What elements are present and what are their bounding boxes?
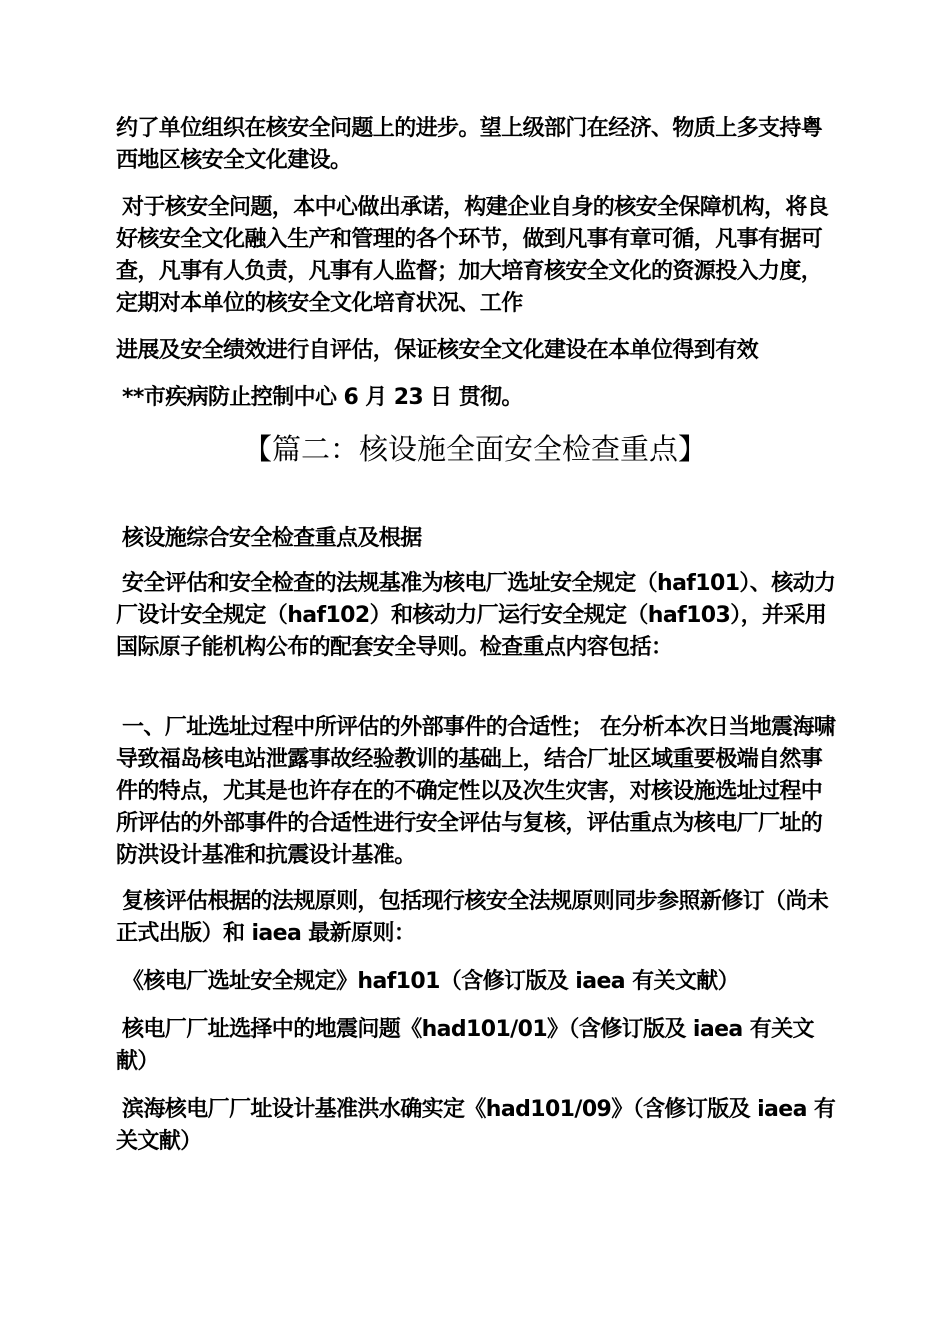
paragraph-regulations: 安全评估和安全检查的法规基准为核电厂选址安全规定（haf101）、核动力厂设计安全规定（haf102）和核动力厂运行安全规定（haf103），并采用国际原子能机构公布的配套安全导则。检查重点内容包括： [116,571,836,660]
paragraph-had101-09: 滨海核电厂厂址设计基准洪水确实定《had101/09》（含修订版及 iaea 有关文献） [116,1097,836,1154]
paragraph-had101-01: 核电厂厂址选择中的地震问题《had101/01》（含修订版及 iaea 有关文献） [116,1017,814,1074]
paragraph-progress: 进展及安全绩效进行自评估，保证核安全文化建设在本单位得到有效 [116,338,759,363]
paragraph-review-basis: 复核评估根据的法规原则，包括现行核安全法规原则同步参照新修订（尚未正式出版）和 iaea 最新原则： [116,889,829,946]
paragraph-commitment: 对于核安全问题，本中心做出承诺，构建企业自身的核安全保障机构，将良好核安全文化融入生产和管理的各个环节，做到凡事有章可循，凡事有据可查，凡事有人负责，凡事有人监督；加大培育核安全文化的资源投入力度，定期对本单位的核安全文化培育状况、工作 [116,195,829,316]
paragraph-haf101: 《核电厂选址安全规定》haf101（含修订版及 iaea 有关文献） [122,969,740,994]
paragraph-external-events: 一、厂址选址过程中所评估的外部事件的合适性； 在分析本次日当地震海啸导致福岛核电站泄露事故经验教训的基础上，结合厂址区域重要极端自然事件的特点，尤其是也许存在的不确定性以及次生灾害，对核设施选址过程中所评估的外部事件的合适性进行安全评估与复核，评估重点为核电厂厂址的防洪设计基准和抗震设计基准。 [116,715,836,868]
signature-line: **市疾病防止控制中心 6 月 23 日 贯彻。 [122,385,523,410]
paragraph-subtitle: 核设施综合安全检查重点及根据 [122,526,422,551]
section-heading: 【篇二：核设施全面安全检查重点】 [242,432,707,466]
paragraph-continuation: 约了单位组织在核安全问题上的进步。望上级部门在经济、物质上多支持粤西地区核安全文化建设。 [116,116,823,173]
